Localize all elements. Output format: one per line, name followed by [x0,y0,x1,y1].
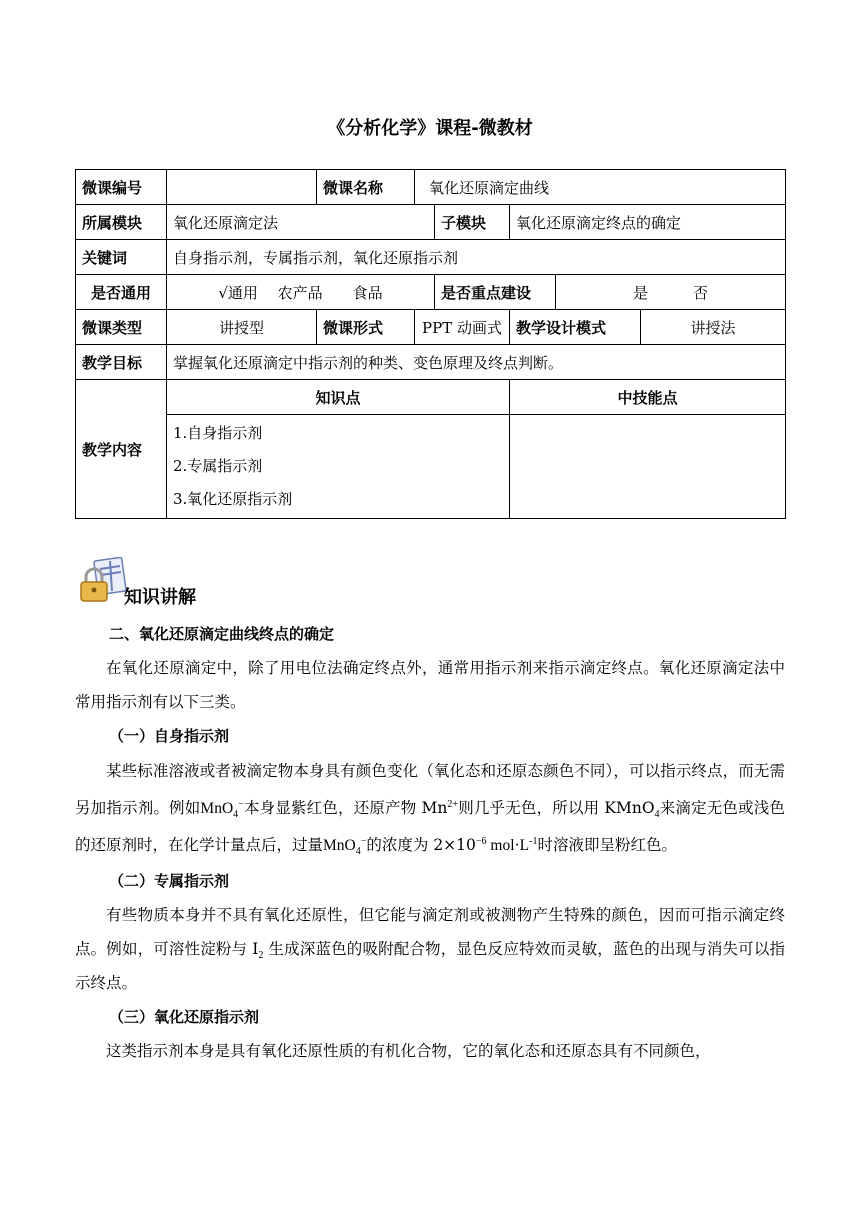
label-course-name: 微课名称 [317,170,415,205]
label-design-mode: 教学设计模式 [510,310,641,345]
course-info-table [75,169,786,519]
label-keywords: 关键词 [76,240,167,275]
s2-paragraph: 有些物质本身并不具有氧化还原性，但它能与滴定剂或被测物产生特殊的颜色，因而可指示滴定终点。例如，可溶性淀粉与 $I_2$ 生成深蓝色的吸附配合物，显色反应特效而灵敏，蓝色的出现与消失可以指示终点。 [75,906,785,992]
mno4-formula: MnO$_4$− [200,798,244,821]
value-general: √通用 农产品 食品 [167,275,435,310]
document-title: 《分析化学》课程-微教材 [327,118,533,139]
list-item: 2.专属指示剂 [173,457,263,475]
label-content: 教学内容 [76,380,167,519]
value-objective: 掌握氧化还原滴定中指示剂的种类、变色原理及终点判断。 [167,345,786,380]
label-module: 所属模块 [76,205,167,240]
intro-paragraph: 在氧化还原滴定中，除了用电位法确定终点外，通常用指示剂来指示滴定终点。氧化还原滴定法中常用指示剂有以下三类。 [75,659,785,711]
label-objective: 教学目标 [76,345,167,380]
label-submodule: 子模块 [435,205,510,240]
skill-points-cell [510,415,786,519]
lock-book-icon [78,557,128,603]
subsection-heading: 二、氧化还原滴定曲线终点的确定 [109,625,335,643]
label-course-code: 微课编号 [76,170,167,205]
header-skill-points: 中技能点 [510,380,786,415]
s3-paragraph: 这类指示剂本身是具有氧化还原性质的有机化合物，它的氧化态和还原态具有不同颜色， [106,1042,711,1060]
label-general: 是否通用 [76,275,167,310]
value-keywords: 自身指示剂，专属指示剂，氧化还原指示剂 [167,240,786,275]
header-knowledge-points: 知识点 [167,380,510,415]
value-design-mode: 讲授法 [641,310,786,345]
s1-title: （一）自身指示剂 [109,727,230,745]
value-key-build: 是 否 [556,275,786,310]
value-module: 氧化还原滴定法 [167,205,435,240]
label-course-type: 微课类型 [76,310,167,345]
value-course-type: 讲授型 [167,310,317,345]
list-item: 3.氧化还原指示剂 [173,490,293,508]
mno4-formula: MnO$_4$− [323,835,367,858]
section-heading: 知识讲解 [124,587,196,608]
value-course-name: 氧化还原滴定曲线 [415,170,786,205]
s1-paragraph: 某些标准溶液或者被滴定物本身具有颜色变化（氧化态和还原态颜色不同），可以指示终点，而无需另加指示剂。例如MnO$_4$−本身显紫红色，还原产物 $Mn^{2+}$则几乎无色，所以用 KMnO$_4$来滴定无色或浅色的还原剂时，在化学计量点后，过量MnO$_4$−的浓度为 $2\times 10^{-6}$ $mol\cdot L^{-1}$时溶液即呈粉红色。 [75,762,785,858]
value-course-form: PPT 动画式 [415,310,510,345]
value-submodule: 氧化还原滴定终点的确定 [510,205,786,240]
s3-title: （三）氧化还原指示剂 [109,1008,260,1026]
s2-title: （二）专属指示剂 [109,872,230,890]
label-course-form: 微课形式 [317,310,415,345]
article-body [75,617,785,1068]
knowledge-heading [78,557,196,608]
list-item: 1.自身指示剂 [173,424,263,442]
knowledge-points-list [167,415,510,519]
label-key-build: 是否重点建设 [435,275,556,310]
value-course-code [167,170,317,205]
